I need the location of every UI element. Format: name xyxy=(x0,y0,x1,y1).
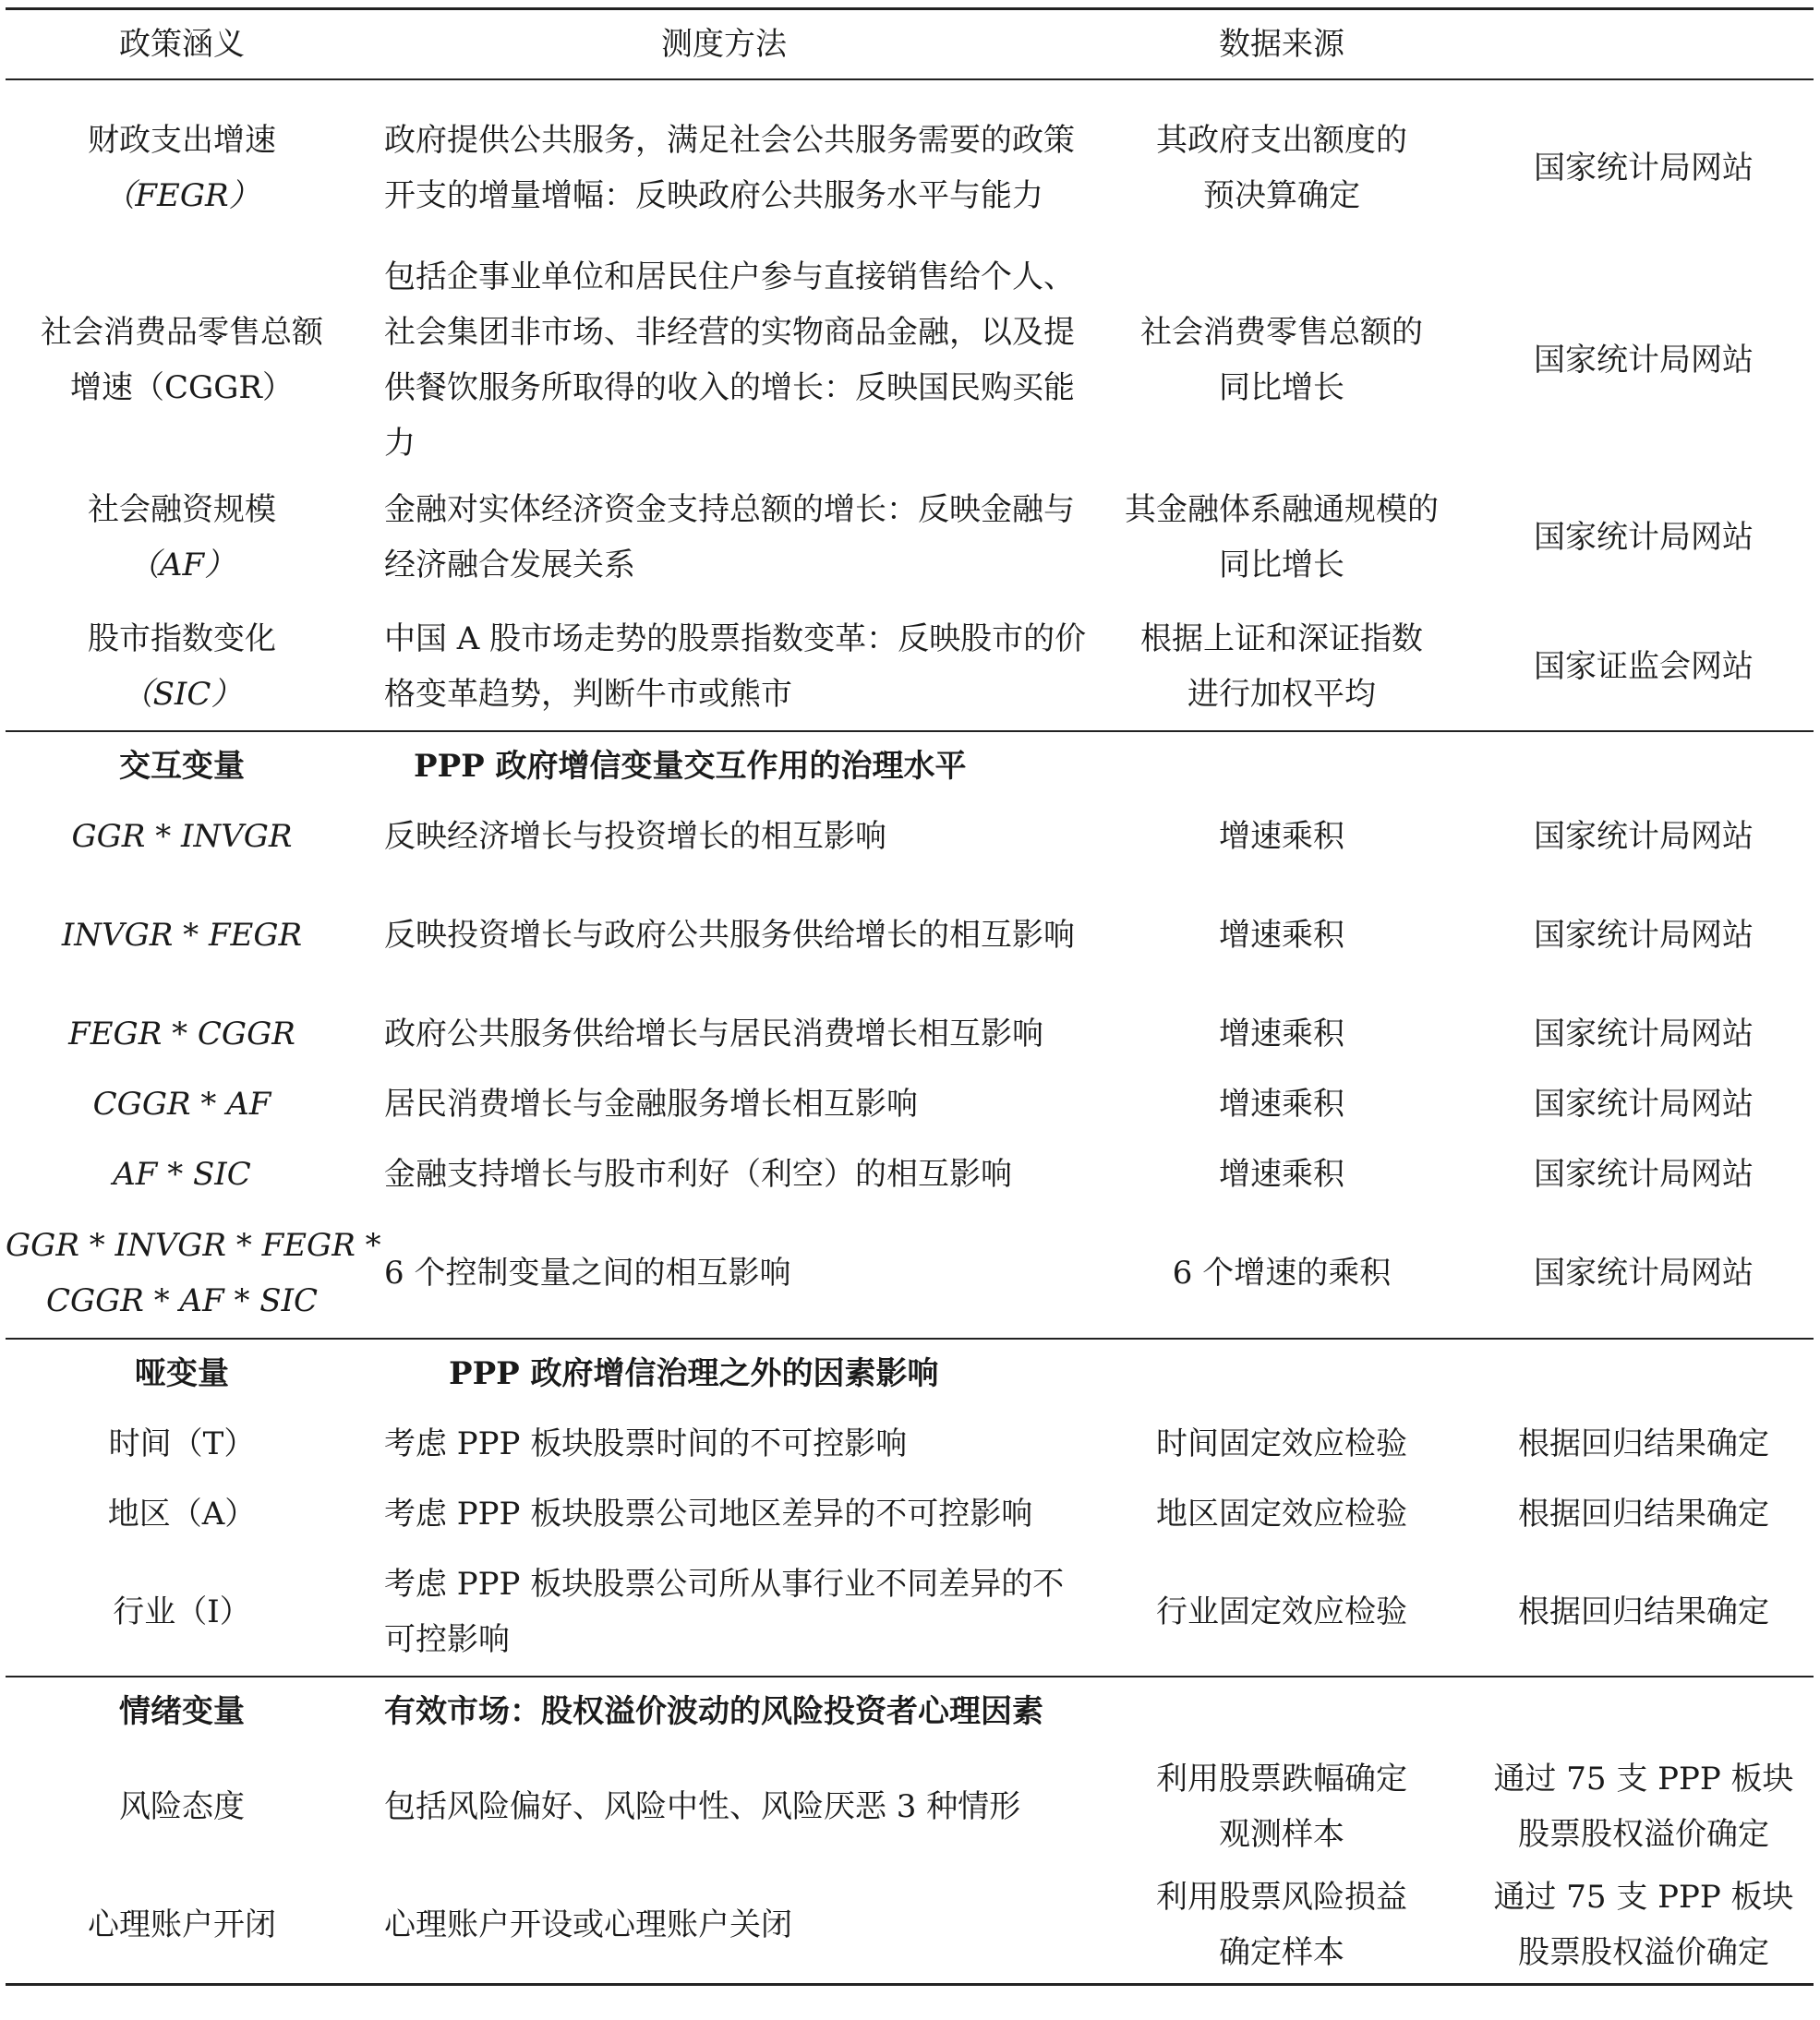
table-row xyxy=(6,471,1814,604)
source-text: 国家统计局网站 xyxy=(1534,150,1754,186)
source-line: 股票股权溢价确定 xyxy=(1518,1815,1769,1853)
variable-name-cell xyxy=(6,79,358,249)
method-cell xyxy=(1090,79,1474,249)
method-cell xyxy=(1090,1867,1474,1985)
source-text: 根据回归结果确定 xyxy=(1518,1593,1769,1630)
method-cell xyxy=(1090,1747,1474,1867)
source-text: 国家证监会网站 xyxy=(1534,648,1754,685)
table-row xyxy=(6,1209,1814,1339)
method-line: 利用股票风险损益 xyxy=(1156,1878,1407,1916)
variable-name: 时间（T） xyxy=(108,1425,256,1462)
table-row xyxy=(6,1409,1814,1479)
method-text: 时间固定效应检验 xyxy=(1156,1425,1407,1462)
measurement-text: 考虑 PPP 板块股票时间的不可控影响 xyxy=(384,1425,908,1462)
table-row xyxy=(6,1867,1814,1985)
method-cell xyxy=(1090,249,1474,471)
variable-name: 股市指数变化 xyxy=(88,620,276,657)
source-text: 根据回归结果确定 xyxy=(1518,1425,1769,1462)
table-row xyxy=(6,801,1814,872)
method-text: 增速乘积 xyxy=(1219,1085,1344,1123)
measurement-text: 居民消费增长与金融服务增长相互影响 xyxy=(384,1085,918,1123)
measurement-text: 心理账户开设或心理账户关闭 xyxy=(358,1867,1090,1985)
measurement-text: 反映投资增长与政府公共服务供给增长的相互影响 xyxy=(384,916,1075,954)
measurement-text: 中国 A 股市场走势的股票指数变革：反映股市的价格变革趋势，判断牛市或熊市 xyxy=(384,620,1087,713)
source-cell xyxy=(1474,1867,1814,1985)
section-label: 哑变量 xyxy=(6,1339,358,1409)
section-header-row xyxy=(6,731,1814,801)
method-line: 观测样本 xyxy=(1219,1815,1344,1853)
source-cell xyxy=(1474,1747,1814,1867)
method-line: 同比增长 xyxy=(1219,546,1344,583)
measurement-text: 6 个控制变量之间的相互影响 xyxy=(384,1255,791,1292)
method-text: 行业固定效应检验 xyxy=(1156,1593,1407,1630)
source-line: 股票股权溢价确定 xyxy=(1518,1933,1769,1971)
section-label: 交互变量 xyxy=(6,731,358,801)
source-text: 国家统计局网站 xyxy=(1534,817,1754,855)
source-text: 国家统计局网站 xyxy=(1534,1085,1754,1123)
variable-name-line: CGGR * AF * SIC xyxy=(45,1282,319,1319)
source-text: 国家统计局网站 xyxy=(1534,518,1754,556)
table-row xyxy=(6,1747,1814,1867)
variable-name-cell xyxy=(6,1209,381,1339)
variable-name: 心理账户开闭 xyxy=(6,1867,358,1985)
measurement-text: 包括风险偏好、风险中性、风险厌恶 3 种情形 xyxy=(384,1787,1021,1825)
header-policy-meaning: 政策涵义 xyxy=(6,9,358,79)
policy-variable-table xyxy=(6,7,1814,1986)
table-row xyxy=(6,604,1814,731)
method-line: 确定样本 xyxy=(1219,1933,1344,1971)
measurement-text: 金融支持增长与股市利好（利空）的相互影响 xyxy=(384,1155,1012,1193)
header-blank xyxy=(1474,9,1814,79)
variable-name-line: GGR * INVGR * FEGR * xyxy=(6,1227,381,1264)
variable-name: 行业（I） xyxy=(113,1593,251,1630)
table-row xyxy=(6,999,1814,1069)
variable-abbr: （FEGR） xyxy=(103,177,260,214)
source-text: 根据回归结果确定 xyxy=(1518,1495,1769,1533)
variable-name: INVGR * FEGR xyxy=(61,916,303,954)
section-title: PPP 政府增信变量交互作用的治理水平 xyxy=(358,731,1814,801)
method-text: 增速乘积 xyxy=(1219,1015,1344,1052)
measurement-text: 政府提供公共服务，满足社会公共服务需要的政策开支的增量增幅：反映政府公共服务水平与能力 xyxy=(384,122,1075,214)
measurement-text: 考虑 PPP 板块股票公司所从事行业不同差异的不可控影响 xyxy=(384,1566,1065,1658)
method-line: 其政府支出额度的 xyxy=(1156,122,1407,159)
method-cell xyxy=(1090,604,1474,731)
table-row xyxy=(6,1549,1814,1677)
source-line: 通过 75 支 PPP 板块 xyxy=(1493,1878,1794,1916)
method-cell xyxy=(1090,471,1474,604)
variable-name: 社会消费品零售总额 xyxy=(41,313,323,351)
table-header-row xyxy=(6,9,1814,79)
section-title: 有效市场：股权溢价波动的风险投资者心理因素 xyxy=(358,1677,1814,1747)
variable-name: 地区（A） xyxy=(107,1495,257,1533)
variable-name: AF * SIC xyxy=(113,1155,251,1193)
source-text: 国家统计局网站 xyxy=(1534,1155,1754,1193)
measurement-text: 反映经济增长与投资增长的相互影响 xyxy=(384,817,886,855)
variable-name-cell xyxy=(6,604,358,731)
measurement-text: 包括企事业单位和居民住户参与直接销售给个人、社会集团非市场、非经营的实物商品金融，以及提供餐饮服务所取得的收入的增长：反映国民购买能力 xyxy=(384,258,1075,462)
measurement-text: 政府公共服务供给增长与居民消费增长相互影响 xyxy=(384,1015,1043,1052)
variable-abbr: 增速（CGGR） xyxy=(70,368,294,406)
variable-name: GGR * INVGR xyxy=(71,817,293,855)
header-measurement-method: 测度方法 xyxy=(358,9,1090,79)
table-row xyxy=(6,1139,1814,1209)
variable-abbr: （AF） xyxy=(127,546,236,583)
method-text: 地区固定效应检验 xyxy=(1156,1495,1407,1533)
table-row xyxy=(6,1069,1814,1139)
method-line: 利用股票跌幅确定 xyxy=(1156,1760,1407,1798)
measurement-text: 金融对实体经济资金支持总额的增长：反映金融与经济融合发展关系 xyxy=(384,490,1075,583)
variable-name: 社会融资规模 xyxy=(88,490,276,528)
variable-name: 风险态度 xyxy=(119,1787,245,1825)
source-text: 国家统计局网站 xyxy=(1534,1015,1754,1052)
section-header-row xyxy=(6,1339,1814,1409)
source-text: 国家统计局网站 xyxy=(1534,341,1754,379)
method-text: 增速乘积 xyxy=(1219,916,1344,954)
table-row xyxy=(6,1479,1814,1549)
source-text: 国家统计局网站 xyxy=(1534,1255,1754,1292)
method-line: 进行加权平均 xyxy=(1187,676,1376,713)
section-label: 情绪变量 xyxy=(6,1677,358,1747)
table-row xyxy=(6,249,1814,471)
variable-name: 财政支出增速 xyxy=(88,122,276,159)
variable-name-cell xyxy=(6,249,358,471)
method-text: 增速乘积 xyxy=(1219,1155,1344,1193)
method-line: 其金融体系融通规模的 xyxy=(1125,490,1439,528)
header-data-source: 数据来源 xyxy=(1090,9,1474,79)
table-row xyxy=(6,79,1814,249)
variable-name: FEGR * CGGR xyxy=(68,1015,295,1052)
table-row xyxy=(6,872,1814,999)
measurement-text: 考虑 PPP 板块股票公司地区差异的不可控影响 xyxy=(384,1495,1033,1533)
section-title: PPP 政府增信治理之外的因素影响 xyxy=(358,1339,1814,1409)
method-line: 预决算确定 xyxy=(1203,177,1360,214)
method-line: 社会消费零售总额的 xyxy=(1140,313,1423,351)
source-line: 通过 75 支 PPP 板块 xyxy=(1493,1760,1794,1798)
variable-name: CGGR * AF xyxy=(92,1085,271,1123)
method-line: 根据上证和深证指数 xyxy=(1140,620,1423,657)
section-header-row xyxy=(6,1677,1814,1747)
method-text: 增速乘积 xyxy=(1219,817,1344,855)
variable-name-cell xyxy=(6,471,358,604)
method-line: 同比增长 xyxy=(1219,368,1344,406)
method-text: 6 个增速的乘积 xyxy=(1172,1255,1392,1292)
source-text: 国家统计局网站 xyxy=(1534,916,1754,954)
variable-abbr: （SIC） xyxy=(121,676,243,713)
